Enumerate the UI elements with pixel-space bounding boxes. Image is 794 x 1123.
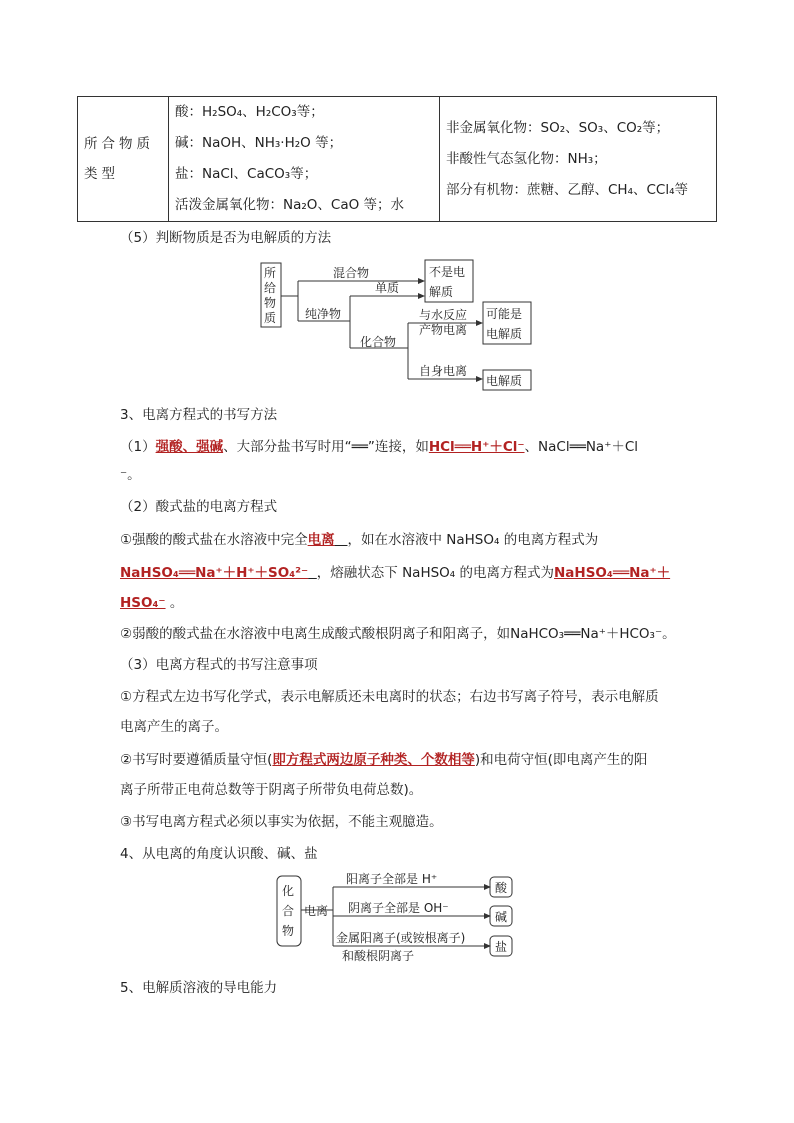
section-5-title: 5、电解质溶液的导电能力 (120, 980, 278, 996)
paragraph-3-line-1: ①方程式左边书写化学式，表示电解质还未电离时的状态；右边书写离子符号，表示电解质 (120, 689, 659, 705)
p2-text-a: ①强酸的酸式盐在水溶液中完全 (120, 532, 308, 548)
paragraph-3-line-4: 离子所带正电荷总数等于阴离子所带负电荷总数)。 (120, 782, 423, 798)
start-char-3: 物 (264, 296, 277, 310)
hydride-examples: 非酸性气态氢化物：NH₃； (446, 150, 607, 167)
p2-text-c: ，熔融状态下 NaHSO₄ 的电离方程式为 (316, 565, 554, 581)
section-4-title: 4、从电离的角度认识酸、碱、盐 (120, 846, 318, 862)
paragraph-2-title: （2）酸式盐的电离方程式 (120, 499, 278, 515)
compound-label: 化合物 (360, 335, 397, 349)
base-examples: 碱：NaOH、NH₃·H₂O 等； (175, 135, 343, 151)
paragraph-3-line-5: ③书写电离方程式必须以事实为依据，不能主观臆造。 (120, 814, 443, 830)
element-label: 单质 (375, 281, 400, 295)
paragraph-1-line-1 (120, 437, 638, 457)
paragraph-2-line-1 (120, 530, 598, 550)
hcl-equation-answer: HCl══H⁺＋Cl⁻ (428, 439, 525, 455)
salt-text: 盐 (495, 940, 508, 954)
paragraph-3-line-2: 电离产生的离子。 (120, 719, 228, 735)
ionize-label: 电离 (304, 904, 329, 918)
substance-type-table (77, 96, 717, 222)
acid-examples: 酸：H₂SO₄、H₂CO₃等； (175, 104, 324, 120)
compound-char-1: 化 (282, 884, 295, 898)
nahso4-aqueous-answer: NaHSO₄══Na⁺＋H⁺＋SO₄²⁻ (120, 565, 309, 581)
mixture-label: 混合物 (333, 266, 370, 280)
cation-label: 阳离子全部是 H⁺ (346, 872, 438, 886)
nahso4-molten-answer: NaHSO₄══Na⁺＋ (554, 565, 671, 581)
react-label-2: 产物电离 (419, 323, 468, 337)
p2-text-d: 。 (169, 595, 184, 611)
mass-conservation-answer: 即方程式两边原子种类、个数相等 (272, 752, 475, 768)
start-char-1: 所 (264, 266, 277, 280)
paragraph-1-line-2: ⁻。 (120, 467, 141, 483)
p3-l3-a: ②书写时要遵循质量守恒( (120, 752, 273, 768)
electrolyte-text: 电解质 (486, 374, 523, 388)
nonmetal-oxide-examples: 非金属氧化物：SO₂、SO₃、CO₂等； (446, 119, 670, 136)
metal-oxide-examples: 活泼金属氧化物：Na₂O、CaO 等；水 (175, 197, 405, 213)
electrolyte-judgement-diagram (255, 256, 545, 392)
maybe-text-1: 可能是 (486, 307, 523, 321)
not-electrolyte-text-1: 不是电 (429, 265, 466, 279)
paragraph-2-line-4: ②弱酸的酸式盐在水溶液中电离生成酸式酸根阴离子和阳离子，如NaHCO₃══Na⁺＋HCO₃⁻。 (120, 626, 676, 642)
paragraph-3-line-3 (120, 750, 647, 770)
compound-char-2: 合 (282, 904, 295, 918)
p3-l3-b: )和电荷守恒(即电离产生的阳 (474, 752, 648, 768)
acid-text: 酸 (495, 881, 508, 895)
paragraph-2-line-3 (120, 593, 183, 613)
table-header-text: 所合物质类型 (84, 136, 154, 182)
base-text: 碱 (495, 910, 508, 924)
maybe-text-2: 电解质 (486, 327, 523, 341)
metal-label-2: 和酸根阴离子 (342, 949, 415, 963)
p2-text-b: ，如在水溶液中 NaHSO₄ 的电离方程式为 (347, 532, 599, 548)
nonelectrolyte-examples-cell (440, 97, 717, 222)
p1-prefix: （1） (120, 439, 156, 455)
p1-text: 、大部分盐书写时用“══”连接，如 (223, 439, 429, 455)
acid-base-salt-diagram (274, 870, 524, 966)
paragraph-2-line-2 (120, 563, 670, 583)
hso4-answer: HSO₄⁻ (120, 595, 166, 611)
table-header-cell (78, 97, 169, 222)
organic-examples: 部分有机物：蔗糖、乙醇、CH₄、CCl₄等 (446, 181, 689, 198)
react-label: 与水反应 (419, 308, 468, 322)
anion-label: 阴离子全部是 OH⁻ (348, 901, 449, 915)
nacl-equation: 、NaCl══Na⁺＋Cl (524, 439, 639, 455)
start-char-4: 质 (264, 311, 277, 325)
not-electrolyte-text-2: 解质 (429, 285, 454, 299)
salt-examples: 盐：NaCl、CaCO₃等； (175, 166, 318, 182)
pure-label: 纯净物 (305, 307, 342, 321)
paragraph-3-title: （3）电离方程式的书写注意事项 (120, 657, 318, 673)
section-5-heading: （5）判断物质是否为电解质的方法 (120, 230, 332, 246)
strong-acid-base-answer: 强酸、强碱 (155, 439, 224, 455)
section-3-title: 3、电离方程式的书写方法 (120, 407, 278, 423)
ionize-answer: 电离 (307, 532, 335, 548)
start-char-2: 给 (264, 281, 277, 295)
self-ionize-label: 自身电离 (419, 364, 468, 378)
compound-char-3: 物 (282, 924, 295, 938)
electrolyte-examples-cell (169, 97, 440, 222)
metal-label-1: 金属阳离子(或铵根离子) (336, 931, 466, 945)
